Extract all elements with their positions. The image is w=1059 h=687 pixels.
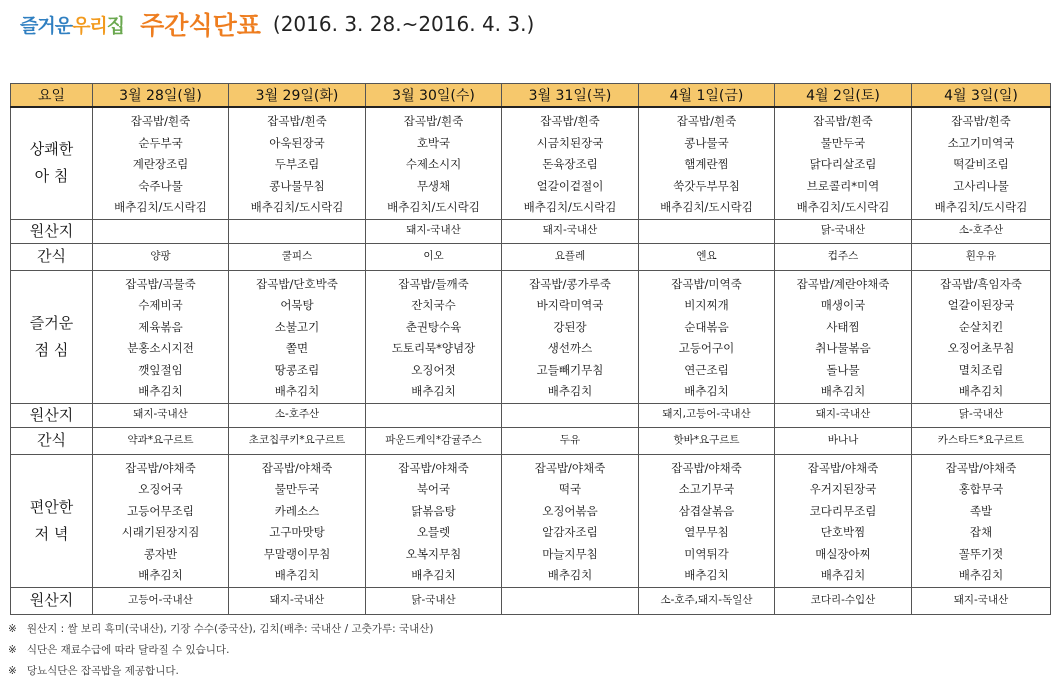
menu-item: 잡곡밥/야채죽 [807,460,879,475]
menu-item: 오믈렛 [416,525,451,539]
menu-item: 오징어볶음 [542,503,598,518]
menu-item: 미역튀각 [684,546,729,561]
menu-item: 배추김치 [547,384,593,398]
menu-item: 잡곡밥/들깨죽 [398,276,469,291]
menu-item: 분홍소시지전 [127,341,194,355]
menu-item: 계란장조림 [132,157,189,171]
origin-cell [502,403,639,427]
origin-cell: 돼지-국내산 [502,219,639,243]
menu-item: 잡곡밥/단호박죽 [256,276,338,291]
day-header: 4월 3일(일) [912,84,1051,108]
menu-item: 배추김치 [138,568,183,582]
footnote-line [8,661,434,682]
menu-cell [229,107,366,219]
menu-item: 순대볶음 [684,319,729,334]
menu-cell [912,270,1051,403]
menu-item: 돈육장조림 [542,157,598,171]
menu-cell [93,454,229,587]
footnote-mark: ※ [8,623,17,635]
day-header: 3월 28일(월) [93,84,229,108]
origin-cell: 소-호주,돼지-독일산 [639,587,775,614]
menu-item: 콩자반 [143,546,178,561]
menu-item: 북어국 [416,482,451,496]
menu-item: 비지찌개 [684,298,729,312]
menu-item: 단호박찜 [820,525,866,539]
origin-cell [229,219,366,243]
snack-cell: 바나나 [775,427,912,454]
origin-cell: 소-호주산 [912,219,1051,243]
menu-item: 매실장아찌 [815,546,871,561]
menu-item: 카레소스 [274,503,320,518]
menu-item: 춘권탕수육 [405,319,462,334]
snack-cell: 엔요 [639,243,775,270]
menu-item: 우거지된장국 [809,482,877,496]
footnote-mark: ※ [8,665,17,677]
footnote-line [8,619,434,640]
row-label: 원산지 [11,403,93,427]
menu-item: 제육볶음 [138,319,183,334]
menu-item: 코다리무조림 [809,503,877,518]
menu-item: 떡국 [558,482,582,496]
weekly-menu-table [10,83,1051,615]
menu-item: 취나물볶음 [815,341,871,355]
menu-item: 잡곡밥/곡물죽 [125,276,196,291]
menu-item: 배추김치/도시락김 [250,200,344,214]
snack-cell: 두유 [502,427,639,454]
menu-item: 쫄면 [285,341,309,355]
menu-item: 배추김치/도시락김 [387,200,480,214]
menu-cell [912,107,1051,219]
menu-item: 잡곡밥/콩가루죽 [529,276,611,291]
row-label: 원산지 [11,219,93,243]
page-title: 주간식단표 [140,11,261,40]
menu-item: 잡곡밥/흰죽 [130,114,191,128]
snack1-row [11,243,1051,270]
snack-cell: 이오 [366,243,502,270]
menu-item: 배추김치/도시락김 [523,200,617,214]
origin-cell [639,219,775,243]
menu-cell [93,107,229,219]
day-header: 3월 30일(수) [366,84,502,108]
menu-item: 잔치국수 [411,298,456,312]
menu-item: 닭볶음탕 [411,503,456,518]
menu-item: 고사리나물 [953,178,1009,193]
day-header-row [11,84,1051,108]
snack-cell: 양팡 [93,243,229,270]
menu-cell [366,270,502,403]
footnote-text: 원산지 : 쌀 보리 흑미(국내산), 기장 수수(중국산), 김치(배추: 국내산 / 고춧가루: 국내산) [26,623,434,635]
snack2-row [11,427,1051,454]
menu-item: 잡곡밥/미역죽 [671,276,742,291]
menu-item: 수제비국 [138,298,183,312]
menu-item: 강된장 [553,319,587,334]
menu-cell [639,270,775,403]
menu-item: 브로콜리*미역 [806,178,880,193]
menu-item: 배추김치 [958,568,1004,582]
menu-item: 꼴뚜기젓 [958,546,1004,561]
menu-item: 소고기미역국 [947,135,1015,150]
menu-cell [502,107,639,219]
origin-cell: 닭-국내산 [775,219,912,243]
menu-item: 바지락미역국 [536,298,604,312]
day-header: 4월 2일(토) [775,84,912,108]
menu-item: 고등어구이 [678,341,735,355]
menu-item: 호박국 [416,135,451,150]
row-label-line: 아 침 [34,167,69,186]
origin-cell: 돼지-국내산 [93,403,229,427]
row-label: 간식 [11,427,93,454]
menu-item: 고구마맛탕 [269,525,325,539]
menu-item: 배추김치 [547,568,593,582]
row-label [11,270,93,403]
menu-item: 고등어무조림 [127,503,194,518]
snack-cell: 초코칩쿠키*요구르트 [229,427,366,454]
menu-item: 배추김치 [274,384,320,398]
lunch-row [11,270,1051,403]
row-label: 원산지 [11,587,93,614]
menu-item: 얼갈이된장국 [947,298,1015,312]
menu-cell [366,454,502,587]
menu-item: 배추김치 [411,384,456,398]
menu-cell [775,107,912,219]
origin-cell: 고등어-국내산 [93,587,229,614]
row-label-line: 즐거운 [29,313,74,332]
menu-item: 잡곡밥/흰죽 [813,114,873,128]
origin-cell [502,587,639,614]
menu-item: 배추김치 [820,384,866,398]
page-header [20,4,534,44]
menu-item: 연근조림 [684,362,729,377]
menu-cell [639,107,775,219]
menu-cell [366,107,502,219]
day-header: 3월 29일(화) [229,84,366,108]
row-label-line: 점 심 [34,340,69,359]
row-label [11,107,93,219]
origin-cell: 돼지,고등어-국내산 [639,403,775,427]
menu-item: 쑥갓두부무침 [673,178,740,193]
snack-cell: 카스타드*요구르트 [912,427,1051,454]
menu-item: 알감자조림 [542,525,598,539]
menu-item: 두부조림 [274,157,320,171]
menu-cell [639,454,775,587]
menu-item: 오징어젓 [411,362,456,377]
menu-item: 오복지무침 [405,546,462,561]
menu-item: 배추김치 [684,384,729,398]
origin-cell: 소-호주산 [229,403,366,427]
menu-item: 잡곡밥/계란야채죽 [796,276,890,291]
menu-item: 잡곡밥/야채죽 [398,460,469,475]
menu-item: 시래기된장지짐 [121,525,200,539]
snack-cell: 흰우유 [912,243,1051,270]
origin-cell: 닭-국내산 [366,587,502,614]
row-label-line: 저 녁 [34,524,69,543]
logo-text-part: 집 [106,14,125,37]
origin-cell: 돼지-국내산 [366,219,502,243]
menu-item: 매생이국 [820,298,866,312]
menu-cell [775,270,912,403]
menu-item: 잡곡밥/흰죽 [403,114,464,128]
menu-item: 고들빼기무침 [536,362,604,377]
dinner-row [11,454,1051,587]
menu-item: 멸치조림 [958,362,1004,377]
menu-item: 순두부국 [138,135,183,150]
row-label: 간식 [11,243,93,270]
menu-item: 땅콩조림 [274,362,320,377]
origin-cell [366,403,502,427]
menu-cell [229,270,366,403]
footnote-text: 식단은 재료수급에 따라 달라질 수 있습니다. [26,644,230,656]
menu-cell [93,270,229,403]
menu-item: 잡곡밥/야채죽 [125,460,196,475]
menu-item: 무생채 [416,178,451,193]
breakfast-row [11,107,1051,219]
day-header: 4월 1일(금) [639,84,775,108]
dinner-origin-row [11,587,1051,614]
menu-item: 사태찜 [826,319,860,334]
menu-item: 수제소시지 [405,157,462,171]
menu-item: 삼겹살볶음 [678,503,735,518]
snack-cell: 컵주스 [775,243,912,270]
menu-item: 닭다리살조림 [809,157,877,171]
menu-item: 배추김치 [820,568,866,582]
menu-cell [502,454,639,587]
menu-cell [912,454,1051,587]
menu-cell [229,454,366,587]
origin-cell: 돼지-국내산 [775,403,912,427]
menu-item: 마늘지무침 [542,546,598,561]
menu-item: 떡갈비조림 [953,157,1009,171]
menu-item: 순살치킨 [958,319,1004,334]
menu-item: 무말랭이무침 [263,546,331,561]
lunch-origin-row [11,403,1051,427]
snack-cell: 약과*요구르트 [93,427,229,454]
menu-item: 잡곡밥/흑임자죽 [940,276,1022,291]
menu-item: 배추김치 [138,384,183,398]
menu-cell [502,270,639,403]
day-header-label: 요일 [11,84,93,108]
menu-item: 오징어국 [138,482,183,496]
menu-item: 배추김치 [958,384,1004,398]
row-label [11,454,93,587]
menu-item: 잡곡밥/흰죽 [676,114,737,128]
menu-item: 오징어초무침 [947,341,1015,355]
day-header: 3월 31일(목) [502,84,639,108]
menu-item: 잡채 [969,525,993,539]
menu-item: 홍합무국 [958,482,1004,496]
menu-item: 족발 [969,503,993,518]
date-range: (2016. 3. 28.~2016. 4. 3.) [272,12,535,36]
menu-item: 생선까스 [547,341,593,355]
footnote-mark: ※ [8,644,17,656]
snack-cell: 쿨피스 [229,243,366,270]
menu-item: 물만두국 [274,482,320,496]
menu-item: 배추김치 [411,568,456,582]
menu-item: 숙주나물 [138,178,183,193]
menu-item: 잡곡밥/야채죽 [534,460,606,475]
menu-item: 잡곡밥/야채죽 [671,460,742,475]
menu-item: 배추김치/도시락김 [934,200,1028,214]
footnotes [8,619,434,682]
menu-item: 어묵탕 [280,298,314,312]
menu-item: 소고기무국 [678,482,735,496]
menu-item: 배추김치 [684,568,729,582]
menu-item: 잡곡밥/흰죽 [540,114,600,128]
logo [20,11,124,38]
menu-item: 햄계란찜 [684,157,729,171]
logo-text-part: 즐거운 [20,14,73,37]
logo-text-part: 우리 [72,14,107,37]
menu-item: 배추김치/도시락김 [660,200,753,214]
menu-item: 소불고기 [274,319,320,334]
menu-item: 콩나물국 [684,135,729,150]
row-label-line: 편안한 [29,497,74,516]
menu-item: 도토리묵*양념장 [391,341,476,355]
origin-cell: 닭-국내산 [912,403,1051,427]
footnote-line [8,640,434,661]
menu-item: 돌나물 [826,362,860,377]
menu-item: 열무무침 [684,525,729,539]
breakfast-origin-row [11,219,1051,243]
menu-item: 아욱된장국 [269,135,325,150]
snack-cell: 요플레 [502,243,639,270]
origin-cell: 돼지-국내산 [229,587,366,614]
menu-item: 물만두국 [820,135,866,150]
snack-cell: 핫바*요구르트 [639,427,775,454]
origin-cell: 코다리-수입산 [775,587,912,614]
menu-item: 시금치된장국 [536,135,604,150]
menu-item: 배추김치 [274,568,320,582]
row-label-line: 상쾌한 [29,140,74,159]
origin-cell [93,219,229,243]
menu-item: 잡곡밥/야채죽 [945,460,1017,475]
menu-item: 배추김치/도시락김 [796,200,890,214]
menu-item: 배추김치/도시락김 [114,200,207,214]
origin-cell: 돼지-국내산 [912,587,1051,614]
menu-item: 잡곡밥/야채죽 [261,460,333,475]
menu-item: 깻잎절임 [138,362,183,377]
menu-item: 잡곡밥/흰죽 [951,114,1011,128]
menu-item: 얼갈이겉절이 [536,178,604,193]
menu-item: 콩나물무침 [269,178,325,193]
snack-cell: 파운드케익*감귤주스 [366,427,502,454]
menu-cell [775,454,912,587]
menu-item: 잡곡밥/흰죽 [267,114,327,128]
footnote-text: 당뇨식단은 잡곡밥을 제공합니다. [26,665,179,677]
